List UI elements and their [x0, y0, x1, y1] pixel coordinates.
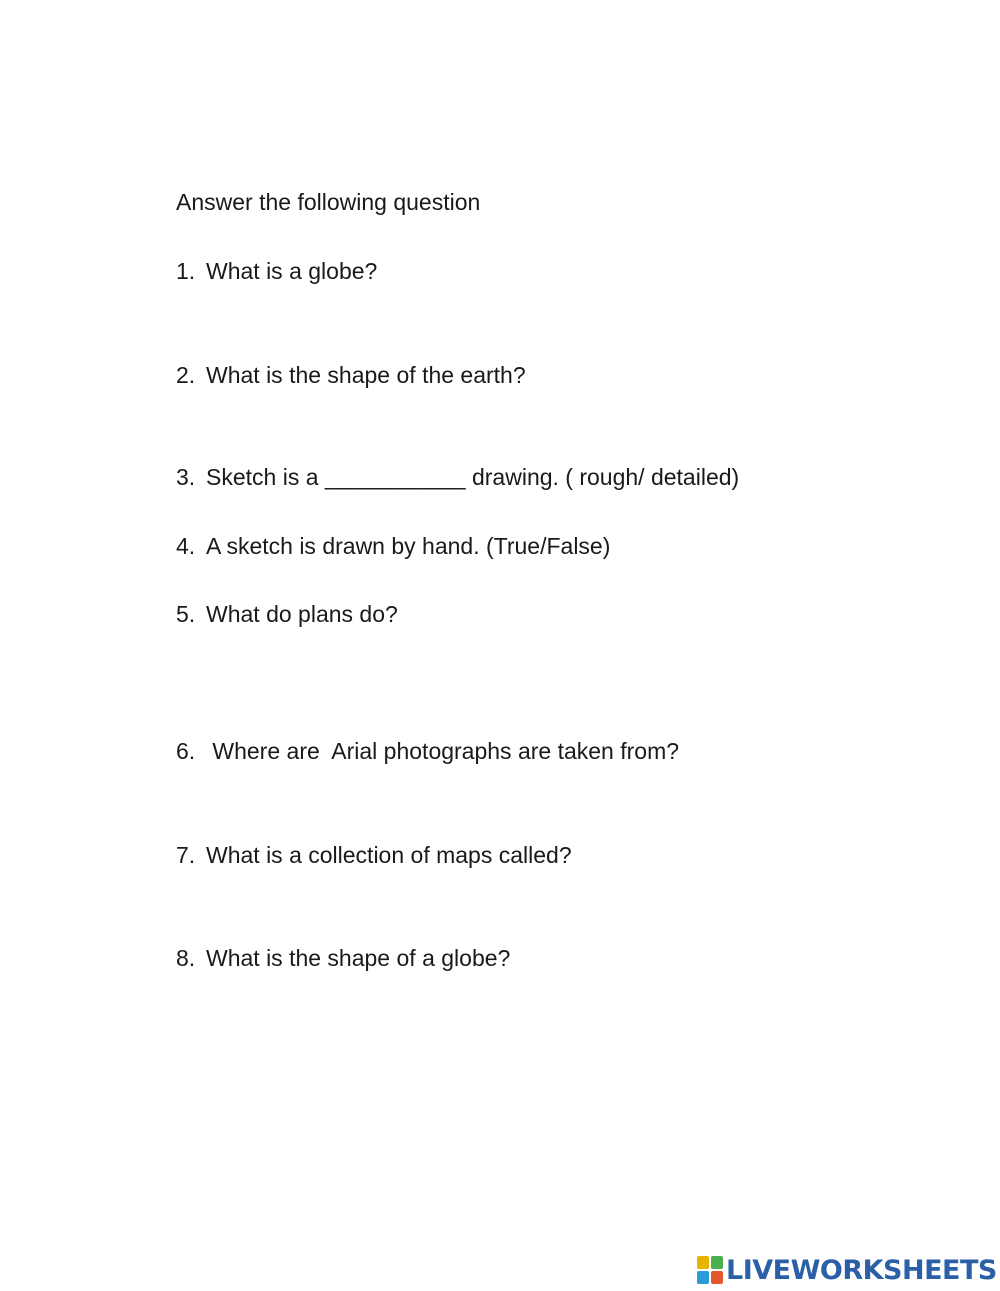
question-number: 5.: [176, 601, 196, 627]
question-number: 6.: [176, 738, 196, 764]
instruction-text: Answer the following question: [176, 189, 481, 215]
question-3: [176, 461, 739, 493]
question-4: [176, 530, 610, 562]
question-text: What do plans do?: [206, 601, 398, 627]
brand-name: LIVEWORKSHEETS: [726, 1254, 997, 1286]
question-1: [176, 255, 377, 287]
question-number: 3.: [176, 464, 196, 490]
question-text: What is a globe?: [206, 258, 378, 284]
liveworksheets-logo-icon: [697, 1256, 723, 1284]
liveworksheets-brand: [697, 1254, 997, 1286]
logo-square-blue: [697, 1271, 709, 1284]
question-text: A sketch is drawn by hand. (True/False): [206, 533, 611, 559]
question-number: 8.: [176, 945, 196, 971]
question-5: [176, 598, 398, 630]
question-number: 2.: [176, 362, 196, 388]
question-text: What is the shape of a globe?: [206, 945, 511, 971]
question-8: [176, 942, 510, 974]
question-number: 7.: [176, 842, 196, 868]
question-7: [176, 839, 572, 871]
logo-square-yellow: [697, 1256, 709, 1269]
question-text: Sketch is a ___________ drawing. ( rough/ detailed): [206, 464, 740, 490]
question-number: 4.: [176, 533, 196, 559]
question-number: 1.: [176, 258, 196, 284]
question-2: [176, 359, 526, 391]
question-6: [176, 735, 679, 767]
logo-square-green: [711, 1256, 723, 1269]
question-text: What is the shape of the earth?: [206, 362, 526, 388]
question-text: Where are Arial photographs are taken from?: [206, 738, 680, 764]
question-text: What is a collection of maps called?: [206, 842, 572, 868]
logo-square-red: [711, 1271, 723, 1284]
